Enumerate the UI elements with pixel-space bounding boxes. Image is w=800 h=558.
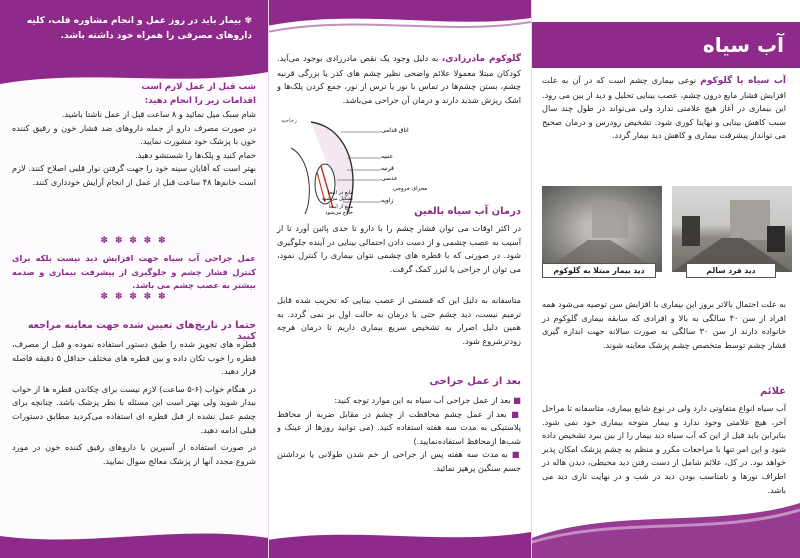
middle-panel xyxy=(268,0,532,558)
note-text: متاسفانه به دلیل این که قسمتی از عصب بینایی که تخریب شده قابل ترمیم نیست، دید چشم حتی با درمان به حالت اول بر نمی گردد. به همین دلیل اصرار به تشخیص سریع بیماری داریم تا درمان هرچه زودترشروع شود. xyxy=(277,295,521,346)
after-item: ■ بعد از عمل چشم محافظت از چشم در مقابل ضربه از محافظ پلاستیکی به مدت سه هفته استفاده کنید. (می توانید روزها از عینک و شب‌ها ازمحافظ استفاده‌نمایید.) xyxy=(277,408,521,446)
after-intro: ■ بعد از عمل جراحی آب سیاه به این موارد توجه کنید: xyxy=(334,395,521,405)
healthy-vision-photo xyxy=(672,186,792,272)
label-drain: مجرای خروجی xyxy=(393,186,428,192)
before-block xyxy=(12,80,256,190)
page-title: آب سیاه xyxy=(702,33,784,57)
flower-icon: ✾ xyxy=(241,16,252,26)
right-swoosh xyxy=(532,498,800,558)
symptoms-text: آب سیاه انواع متفاوتی دارد ولی در نوع شایع بیماری، متاسفانه تا مراحل آخر، هیچ علامتی وجود ندارد و بیمار متوجه بیماری خود نمی شود. بنابراین باید قبل از این که آب سیاه دید بیمار را از بین ببرد تشخیص داده شود و این امر تنها با مراجعات مکرر و منظم به چشم پزشک امکان پذیر خواهد بود. در کل، علائم شامل از دست رفتن دید محیطی، دیدن هاله در اطراف نورها و نامناسب بودن دید در شب و در نهایت تاری دید می باشد. xyxy=(542,403,786,495)
caption-glaucoma: دید بیمار مبتلا به گلوکوم xyxy=(542,263,656,278)
adult-heading: درمان آب سیاه بالغین xyxy=(414,206,521,217)
label-anterior-chamber: اتاق قدامی xyxy=(381,127,409,134)
caption-healthy: دید فرد سالم xyxy=(686,263,776,278)
middle-top-swoosh xyxy=(268,0,531,40)
visit-heading: حتما در تاریخ‌های تعیین شده جهت معاینه مراجعه کنید xyxy=(27,320,256,342)
top-note: ✾ بیمار باید در روز عمل و انجام مشاوره قلب، کلیه داروهای مصرفی را همراه خود داشته باشد. xyxy=(26,16,252,41)
middle-bottom-swoosh xyxy=(268,518,531,558)
intro-block xyxy=(542,74,786,143)
before-line: در صورت مصرف دارو از جمله داروهای ضد فشار خون و رقیق کننده خون با پزشک خود مشورت نمایید. xyxy=(12,122,256,147)
eye-diagram xyxy=(281,118,428,216)
label-vitreous: زجاجیه xyxy=(281,118,297,124)
congenital-text: به دلیل وجود یک نقص مادرزادی بوجود می‌آید. کودکان مبتلا معمولا علائم واضحی نظیر چشم های کدر یا بزرگی قرنیه چشم، بستن چشم‌ها در تماس با نور یا ترس از نور، جمع کردن پلک‌ها و اشک ریزش شدید دارند و درمان آن جراحی می‌باشد. xyxy=(277,53,521,105)
after-block xyxy=(277,394,521,476)
intro-text: نوعی بیماری چشم است که در آن به علت افزایش فشار مایع درون چشم، عصب بینایی تحلیل و دید از بین می رود. این بیماری در آغاز هیچ علامتی ندارد ولی می‌تواند در طول چند سال سبب کاهش بینایی و نهایتا کوری شود. تشخیص زودرس و درمان صحیح می توانداز پیشرفت بیماری و کاهش دید بیمار گردد. xyxy=(542,75,786,141)
label-iris: عنبیه xyxy=(381,153,394,160)
risk-block xyxy=(542,298,786,352)
adult-block xyxy=(277,222,521,276)
visit-block xyxy=(12,338,256,468)
label-cornea: قرنیه xyxy=(381,165,394,172)
laser-note: عمل جراحی آب سیاه جهت افزایش دید نیست بلکه برای کنترل فشار چشم و جلوگیری از پیشرفت بیماری و صدمه بیشتر به عصب چشم می باشد. xyxy=(12,253,256,291)
right-panel xyxy=(532,0,800,558)
glaucoma-vision-photo xyxy=(542,186,662,272)
symptoms-block xyxy=(542,402,786,497)
stars-divider: ✽ ✽ ✽ ✽ ✽ xyxy=(100,236,168,246)
before-line: حمام کنید و پلک‌ها را شستشو دهید. xyxy=(135,149,256,160)
note-block xyxy=(277,294,521,348)
label-lens: عدسی xyxy=(381,175,398,182)
healthy-street-icon xyxy=(672,186,792,272)
stars-divider-2: ✽ ✽ ✽ ✽ ✽ xyxy=(100,292,168,302)
left-panel xyxy=(0,0,268,558)
after-heading: بعد از عمل جراحی xyxy=(429,376,521,387)
before-heading-2: اقدامات زیر را انجام دهید: xyxy=(144,96,256,106)
blurred-street-icon xyxy=(542,186,662,272)
intro-heading: آب سیاه یا گلوکوم xyxy=(700,76,786,86)
label-angle: زاویه xyxy=(381,197,394,204)
before-heading-1: شب قبل از عمل لازم است xyxy=(141,82,256,92)
risk-text: به علت احتمال بالاتر بروز این بیماری با افزایش سن توصیه می‌شود همه افراد از سن ۴۰ سالگی به بالا و افرادی که سابقه بیماری گلوکوم در خانواده دارند از سن ۳۰ سالگی به صورت سالانه جهت اندازه گیری فشار چشم توسط متخصص چشم پزشک معاینه شوند. xyxy=(542,299,786,350)
visit-line: در هنگام خواب (۶-۵ ساعت) لازم نیست برای چکاندن قطره ها از خواب بیدار شوید ولی بهتر است این مسئله با نظر پزشک باشد. چنانچه برای چشم عمل نشده از قبل قطره ای استفاده می‌کردید مطابق دستورات قبلی ادامه دهید. xyxy=(12,383,256,435)
congenital-block xyxy=(277,52,521,107)
visit-line: در صورت استفاده از آسپرین یا داروهای رقیق کننده خون در مورد شروع مجدد آنها از پزشک معالج سوال نمایید. xyxy=(12,442,256,466)
before-line: شام سبک میل نمائید و ۸ ساعت قبل از عمل ناشتا باشید. xyxy=(61,109,256,119)
label-fluid-exits: مایع از اینجا خارج می‌شود xyxy=(325,204,353,216)
visit-line: قطره های تجویز شده را طبق دستور استفاده نموده و قبل از مصرف، قطره را خوب تکان داده و بین قطره های مختلف حداقل ۵ دقیقه فاصله قرار دهید. xyxy=(12,339,256,377)
symptoms-heading: علائم xyxy=(759,386,786,397)
congenital-heading: گلوکوم مادرزادی، xyxy=(441,54,521,64)
left-bottom-swoosh xyxy=(0,518,268,558)
adult-text: در اکثر اوقات می توان فشار چشم را با دارو تا حدی پائین آورد تا از آسیب به عصب چشمی و از دست دادن احتمالی بینایی در آینده جلوگیری شود. در صورتی که با قطره های چشمی نتوان بیماری را کنترل نمود، می توان از جراحی یا لیزر کمک گرفت. xyxy=(277,223,521,274)
label-fluid-formed: مایع در اینجا تشکیل می‌شود xyxy=(321,190,353,202)
after-item: ■ به مدت سه هفته پس از جراحی از خم شدن طولانی یا برداشتن جسم سنگین پرهیز نمائید. xyxy=(277,449,522,473)
before-line: بهتر است که آقایان سینه خود را جهت گرفتن نوار قلبی اصلاح کنند. لازم است خانم‌ها ۴۸ ساعت قبل از عمل از انجام آرایش خودداری کنند. xyxy=(12,163,256,187)
